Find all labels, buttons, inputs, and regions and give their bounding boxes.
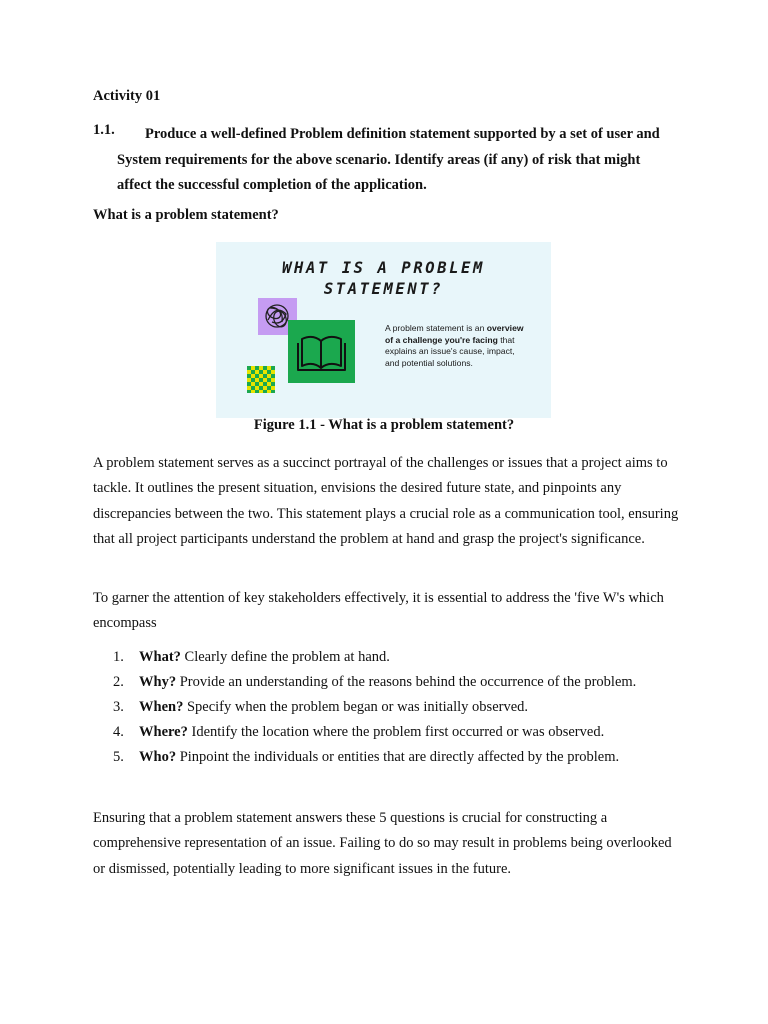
paragraph-intro: A problem statement serves as a succinct portrayal of the challenges or issues that a project aims to tackle. It outlines the present situation, envisions the desired future state, and pinpoints any discrepancies between the two. This statement plays a crucial role as a communication tool, ensuring that all project participants understand the problem at hand and grasp the project's significance. xyxy=(93,455,679,547)
figure-caption: Figure 1.1 - What is a problem statement? xyxy=(253,417,515,433)
question-number: 1.1. xyxy=(93,122,115,138)
list-item: 2. Why? Provide an understanding of the reasons behind the occurrence of the problem. xyxy=(113,674,637,690)
checkerboard-pattern xyxy=(247,366,275,393)
paragraph-conclusion: Ensuring that a problem statement answers these 5 questions is crucial for constructing a comprehensive representation of an issue. Failing to do so may result in problems being overlooked or dismissed, potentially leading to more significant issues in the future. xyxy=(93,810,672,877)
figure-description: A problem statement is an overview of a challenge you're facing that explains an issue's cause, impact, and potential solutions. xyxy=(385,323,524,368)
activity-heading: Activity 01 xyxy=(93,88,161,104)
list-item: 5. Who? Pinpoint the individuals or entities that are directly affected by the problem. xyxy=(113,749,620,765)
figure-title-line1: WHAT IS A PROBLEM xyxy=(282,259,485,277)
problem-statement-subheading: What is a problem statement? xyxy=(93,207,279,223)
list-item: 4. Where? Identify the location where the problem first occurred or was observed. xyxy=(113,724,605,740)
question-text: Produce a well-defined Problem definition statement supported by a set of user and System requirements for the above scenario. Identify areas (if any) of risk that might affect the successful completion of the application. xyxy=(117,126,660,193)
five-ws-list xyxy=(113,647,713,772)
paragraph-five-ws: To garner the attention of key stakeholders effectively, it is essential to address the 'five W's which encompass xyxy=(93,590,664,632)
list-item: 3. When? Specify when the problem began or was initially observed. xyxy=(113,699,529,715)
figure-title-line2: STATEMENT? xyxy=(323,280,444,298)
list-item: 1. What? Clearly define the problem at hand. xyxy=(113,649,390,665)
figure-image xyxy=(216,242,551,418)
